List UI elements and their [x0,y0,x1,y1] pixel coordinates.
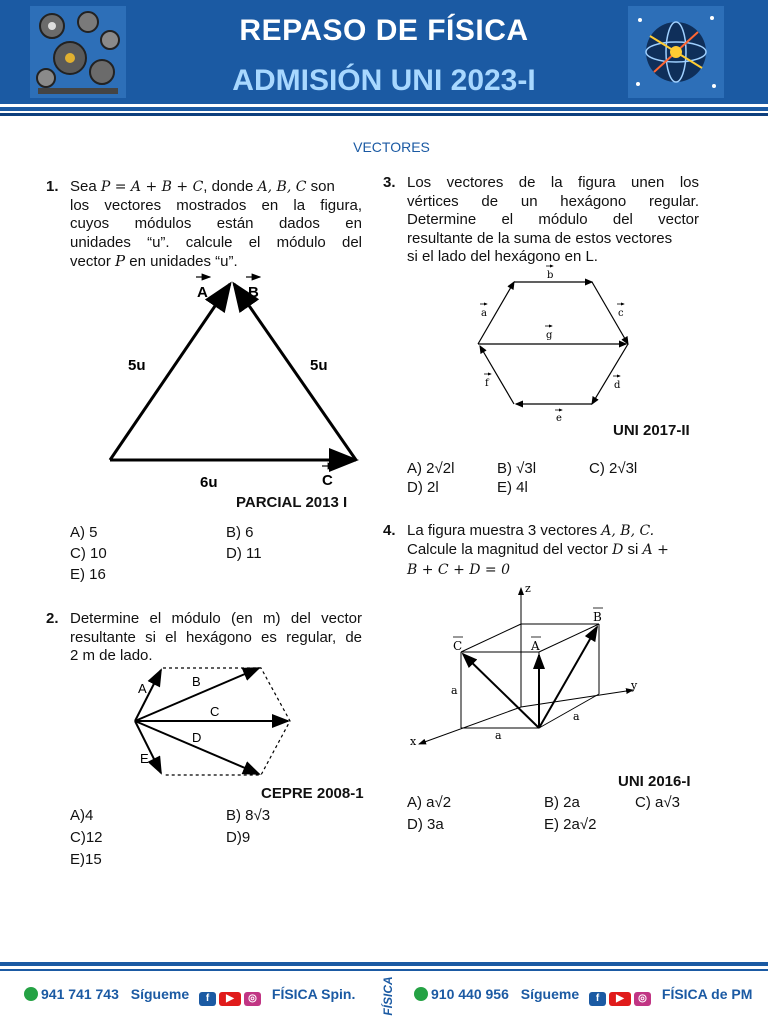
q3-text-line4: resultante de la suma de estos vectores [407,229,673,247]
label-a: a [481,308,487,319]
label-d: D [192,730,202,745]
label-e: e [556,413,562,424]
vector-f-line [480,346,514,404]
q4-option-e: E) 2a√2 [544,816,597,833]
label-b: B [192,674,201,689]
youtube-icon[interactable]: ▶ [609,992,631,1006]
follow-label-right: Sígueme [520,986,580,1002]
footer-vertical-label-wrap [378,972,398,1020]
globe-logo-right [628,6,724,98]
q1-text-line1-pre: Sea [70,178,101,195]
q4-option-c: C) a√3 [635,794,680,811]
label-right-5u: 5u [310,357,328,374]
footer-contact-right [414,986,752,1006]
whatsapp-icon [414,987,428,1001]
header-stripe [0,104,768,116]
axis-label-x: x [410,735,417,748]
label-c: c [618,308,624,319]
q4-text-line3: B + C + D = 0 [407,562,511,578]
label-c: C [322,472,333,489]
q2-option-b: B) 8√3 [226,807,271,824]
footer-rule [0,962,768,966]
label-a: A [138,681,147,696]
triangle-vector-figure [100,270,370,495]
q3-text-line5: si el lado del hexágono en L. [407,248,598,265]
vector-d-line [592,344,628,404]
q4-option-a: A) a√2 [407,794,452,811]
q3-text-line2: vértices de un hexágono regular. [407,192,699,210]
q1-text-line4: unidades “u”. calcule el módulo del [70,233,362,251]
question-4-text [407,522,699,580]
question-2-number: 2. [46,610,59,627]
page-subtitle: ADMISIÓN UNI 2023-I [232,64,536,97]
q1-text-line5-pre: vector [70,253,116,270]
section-title: VECTORES [353,139,430,155]
label-f: f [485,378,489,389]
page-title: REPASO DE FÍSICA [239,14,529,47]
header-banner [0,0,768,104]
q3-option-c: C) 2√3l [589,460,638,477]
label-left-5u: 5u [128,357,146,374]
q1-option-d: D) 11 [226,545,262,562]
y-axis [521,690,633,707]
q1-option-c: C) 10 [70,545,107,562]
cube-vector-figure [405,582,645,752]
instagram-icon[interactable]: ◎ [244,992,261,1006]
q1-text-line1-post: son [306,178,335,195]
q4-option-d: D) 3a [407,816,444,833]
vector-c-line [463,654,539,728]
q4-eq-start: A + [642,541,669,558]
question-4-source: UNI 2016-I [618,773,691,790]
instagram-icon[interactable]: ◎ [634,992,651,1006]
q2-option-c: C)12 [70,829,103,846]
q4-text-line2-mid: si [623,540,643,558]
label-e: E [140,751,149,766]
question-1-source: PARCIAL 2013 I [236,494,348,511]
cube-edge [461,624,521,652]
axis-label-y: y [631,679,638,692]
q1-option-e: E) 16 [70,566,106,583]
edge-label-a-right: a [573,710,580,723]
label-g: g [546,330,553,341]
q1-text-line3: cuyos módulos están dados en [70,215,362,232]
label-bottom-6u: 6u [200,474,218,491]
follow-label-left: Sígueme [130,986,190,1002]
q3-text-line3: Determine el módulo del vector [407,211,699,228]
vector-b-line [539,627,597,728]
footer-vertical-label: FÍSICA [381,976,395,1016]
question-1-number: 1. [46,178,59,195]
q1-text-line2: los vectores mostrados en la figura, [70,196,362,214]
youtube-icon[interactable]: ▶ [219,992,241,1006]
footer-rule-thin [0,969,768,971]
q2-option-a: A)4 [70,807,94,824]
question-1-text [70,178,362,272]
q2-text-line3: 2 m de lado. [70,647,153,664]
q1-var-p: P [115,252,126,270]
facebook-icon[interactable]: f [589,992,606,1006]
question-3-source: UNI 2017-II [613,422,690,439]
label-a: A [197,284,208,301]
q1-option-b: B) 6 [226,524,254,541]
vector-d-line [135,721,259,774]
label-b: B [248,284,259,301]
facebook-icon[interactable]: f [199,992,216,1006]
q4-vars: A, B, C. [601,523,655,539]
whatsapp-icon [24,987,38,1001]
q3-option-a: A) 2√2l [407,460,455,477]
edge-label-a-left: a [451,684,458,697]
q4-var-d: D [612,541,624,558]
brand-name-right[interactable]: FÍSICA de PM [661,986,753,1002]
q3-option-d: D) 2l [407,479,439,496]
edge-label-a-bottom: a [495,729,502,742]
question-4-number: 4. [383,522,396,539]
q2-text-line2: resultante si el hexágono es regular, de [70,628,362,646]
label-a: A [531,639,540,653]
question-2-source: CEPRE 2008-1 [261,785,364,802]
footer-contact-left [24,986,355,1006]
brand-name-left[interactable]: FÍSICA Spin. [271,986,356,1002]
q1-text-line5-post: en unidades “u”. [125,253,238,270]
q4-text-line1-pre: La figura muestra 3 vectores [407,522,602,539]
q3-option-b: B) √3l [497,460,537,477]
q2-option-d: D)9 [226,829,251,846]
q4-text-line2-pre: Calcule la magnitud del vector [407,540,613,558]
label-d: d [614,380,621,391]
phone-number-left[interactable]: 941 741 743 [41,986,119,1002]
q1-option-a: A) 5 [70,524,98,541]
question-3-text [407,174,699,267]
hexagon-vector-figure-q3 [470,262,645,427]
q3-option-e: E) 4l [497,479,528,496]
label-c: C [453,639,463,653]
q1-equation: P = A + B + C [100,179,204,195]
label-b: b [547,270,554,281]
phone-number-right[interactable]: 910 440 956 [431,986,509,1002]
x-axis [419,707,521,744]
q2-option-e: E)15 [70,851,102,868]
question-3-number: 3. [383,174,396,191]
hexagon-vector-figure-q2 [130,662,300,782]
vector-b-line [234,284,356,460]
label-c: C [210,704,220,719]
q2-text-line1: Determine el módulo (en m) del vector [70,610,362,627]
q4-option-b: B) 2a [544,794,580,811]
question-2-text [70,610,362,666]
q1-text-line1-mid: , donde [203,178,258,195]
q1-vars: A, B, C [257,179,307,195]
q3-text-line1: Los vectores de la figura unen los [407,174,699,191]
axis-label-z: z [525,582,531,595]
label-b: B [593,610,602,624]
